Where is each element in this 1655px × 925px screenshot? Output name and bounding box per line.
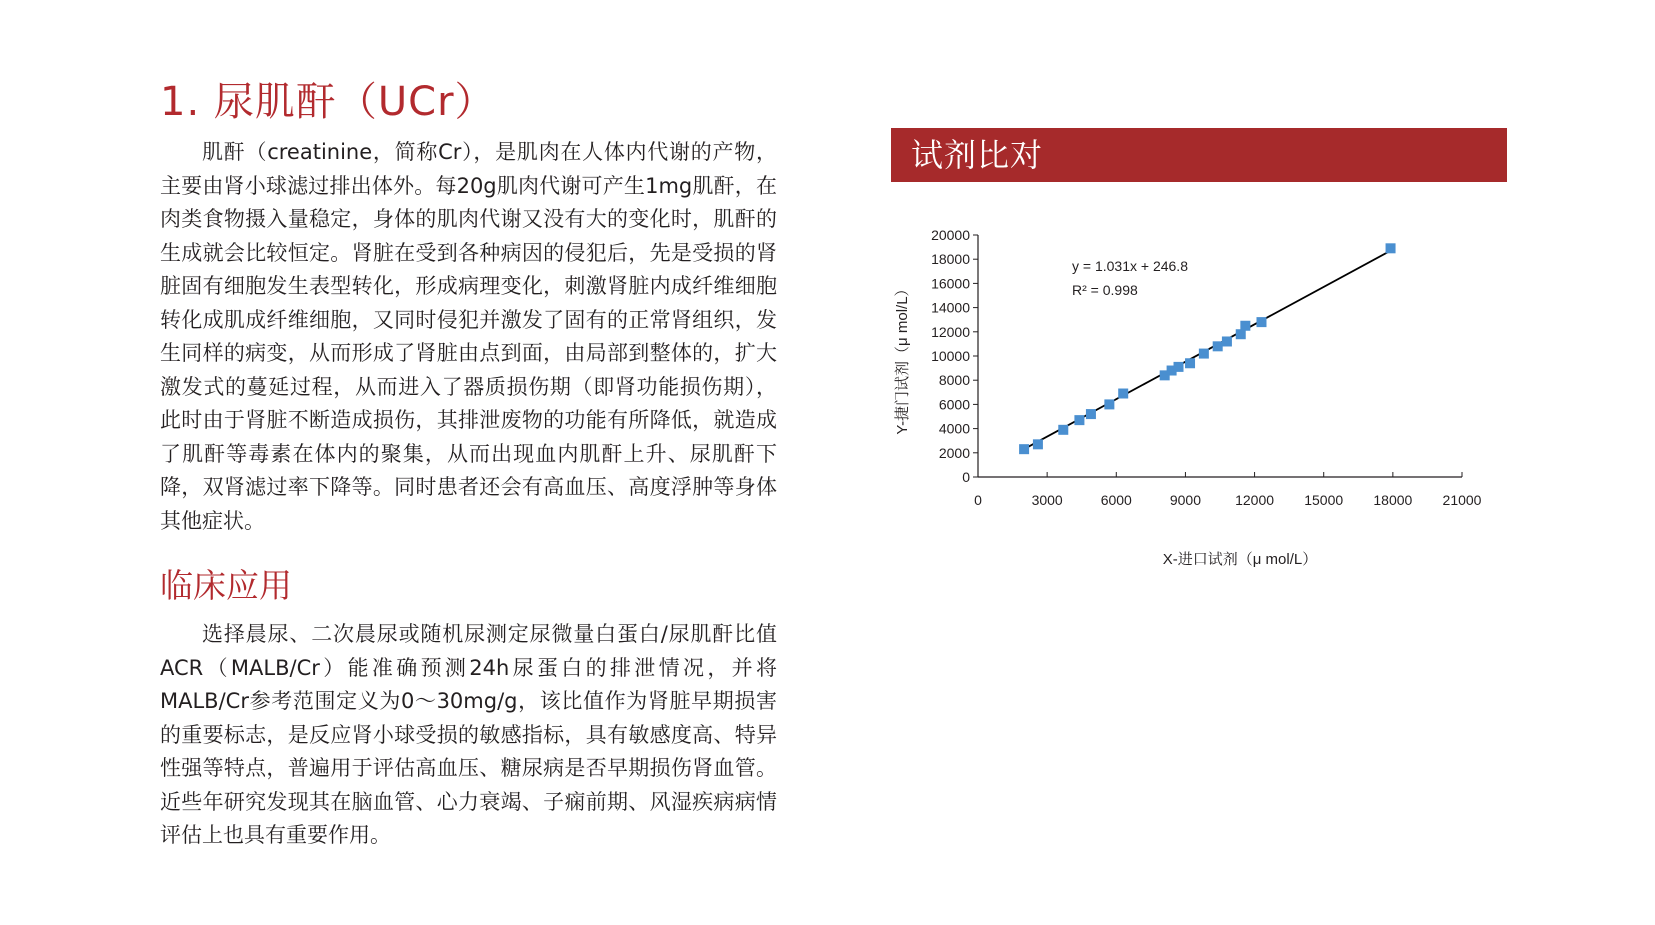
y-tick-label: 8000 <box>938 372 970 389</box>
scatter-points <box>1019 243 1395 454</box>
scatter-point <box>1104 399 1114 409</box>
r-squared: R² = 0.998 <box>1072 282 1138 298</box>
x-tick-label: 9000 <box>1169 492 1202 508</box>
y-axis-ticks <box>931 227 978 485</box>
scatter-point <box>1174 362 1184 372</box>
regression-equation: y = 1.031x + 246.8 <box>1072 258 1188 274</box>
x-tick-label: 0 <box>974 492 982 508</box>
y-axis-label: Y-捷门试剂（μ mol/L） <box>894 281 911 435</box>
scatter-point <box>1019 444 1029 454</box>
x-tick-label: 3000 <box>1031 492 1063 508</box>
y-tick-label: 4000 <box>938 420 970 437</box>
scatter-point <box>1033 439 1043 449</box>
scatter-point <box>1086 409 1096 419</box>
clinical-paragraph: 选择晨尿、二次晨尿或随机尿测定尿微量白蛋白/尿肌酐比值ACR（MALB/Cr）能准确预测24h尿蛋白的排泄情况，并将MALB/Cr参考范围定义为0～30mg/g，该比值作为肾脏早期损害的重要标志，是反应肾小球受损的敏感指标，具有敏感度高、特异性强等特点，普遍用于评估高血压、糖尿病是否早期损伤肾血管。近些年研究发现其在脑血管、心力衰竭、子痫前期、风湿疾病病情评估上也具有重要作用。 <box>160 622 777 847</box>
y-tick-label: 18000 <box>931 251 970 268</box>
scatter-point <box>1386 243 1396 253</box>
intro-paragraph: 肌酐（creatinine，简称Cr），是肌肉在人体内代谢的产物，主要由肾小球滤过排出体外。每20g肌肉代谢可产生1mg肌酐，在肉类食物摄入量稳定，身体的肌肉代谢又没有大的变化时，肌酐的生成就会比较恒定。肾脏在受到各种病因的侵犯后，先是受损的肾脏固有细胞发生表型转化，形成病理变化，刺激肾脏内成纤维细胞转化成肌成纤维细胞，又同时侵犯并激发了固有的正常肾组织，发生同样的病变，从而形成了肾脏由点到面，由局部到整体的，扩大激发式的蔓延过程，从而进入了器质损伤期（即肾功能损伤期），此时由于肾脏不断造成损伤，其排泄废物的功能有所降低，就造成了肌酐等毒素在体内的聚集，从而出现血内肌酐上升、尿肌酐下降，双肾滤过率下降等。同时患者还会有高血压、高度浮肿等身体其他症状。 <box>160 140 777 533</box>
x-tick-label: 21000 <box>1442 492 1482 508</box>
y-tick-label: 2000 <box>938 444 970 461</box>
scatter-point <box>1240 321 1250 331</box>
x-tick-label: 12000 <box>1235 492 1275 508</box>
scatter-point <box>1199 349 1209 359</box>
scatter-point <box>1222 336 1232 346</box>
reagent-comparison-chart <box>880 225 1530 585</box>
scatter-point <box>1256 317 1266 327</box>
y-tick-label: 10000 <box>931 348 970 364</box>
y-tick-label: 20000 <box>931 227 970 243</box>
scatter-point <box>1118 389 1128 399</box>
scatter-point <box>1058 425 1068 435</box>
y-tick-label: 6000 <box>938 396 970 413</box>
x-axis-label: X-进口试剂（μ mol/L） <box>1162 551 1318 568</box>
clinical-title: 临床应用 <box>160 566 292 605</box>
x-tick-label: 18000 <box>1373 492 1413 508</box>
y-tick-label: 12000 <box>931 323 970 340</box>
scatter-point <box>1185 358 1195 368</box>
scatter-point <box>1213 341 1223 351</box>
y-tick-label: 14000 <box>931 299 970 316</box>
x-tick-label: 15000 <box>1304 492 1344 508</box>
y-tick-label: 16000 <box>931 275 970 292</box>
scatter-point <box>1074 415 1084 425</box>
section-title: 1. 尿肌酐（UCr） <box>160 79 496 125</box>
y-tick-label: 0 <box>962 469 970 485</box>
x-tick-label: 6000 <box>1100 492 1132 508</box>
reagent-comparison-banner: 试剂比对 <box>891 128 1507 182</box>
